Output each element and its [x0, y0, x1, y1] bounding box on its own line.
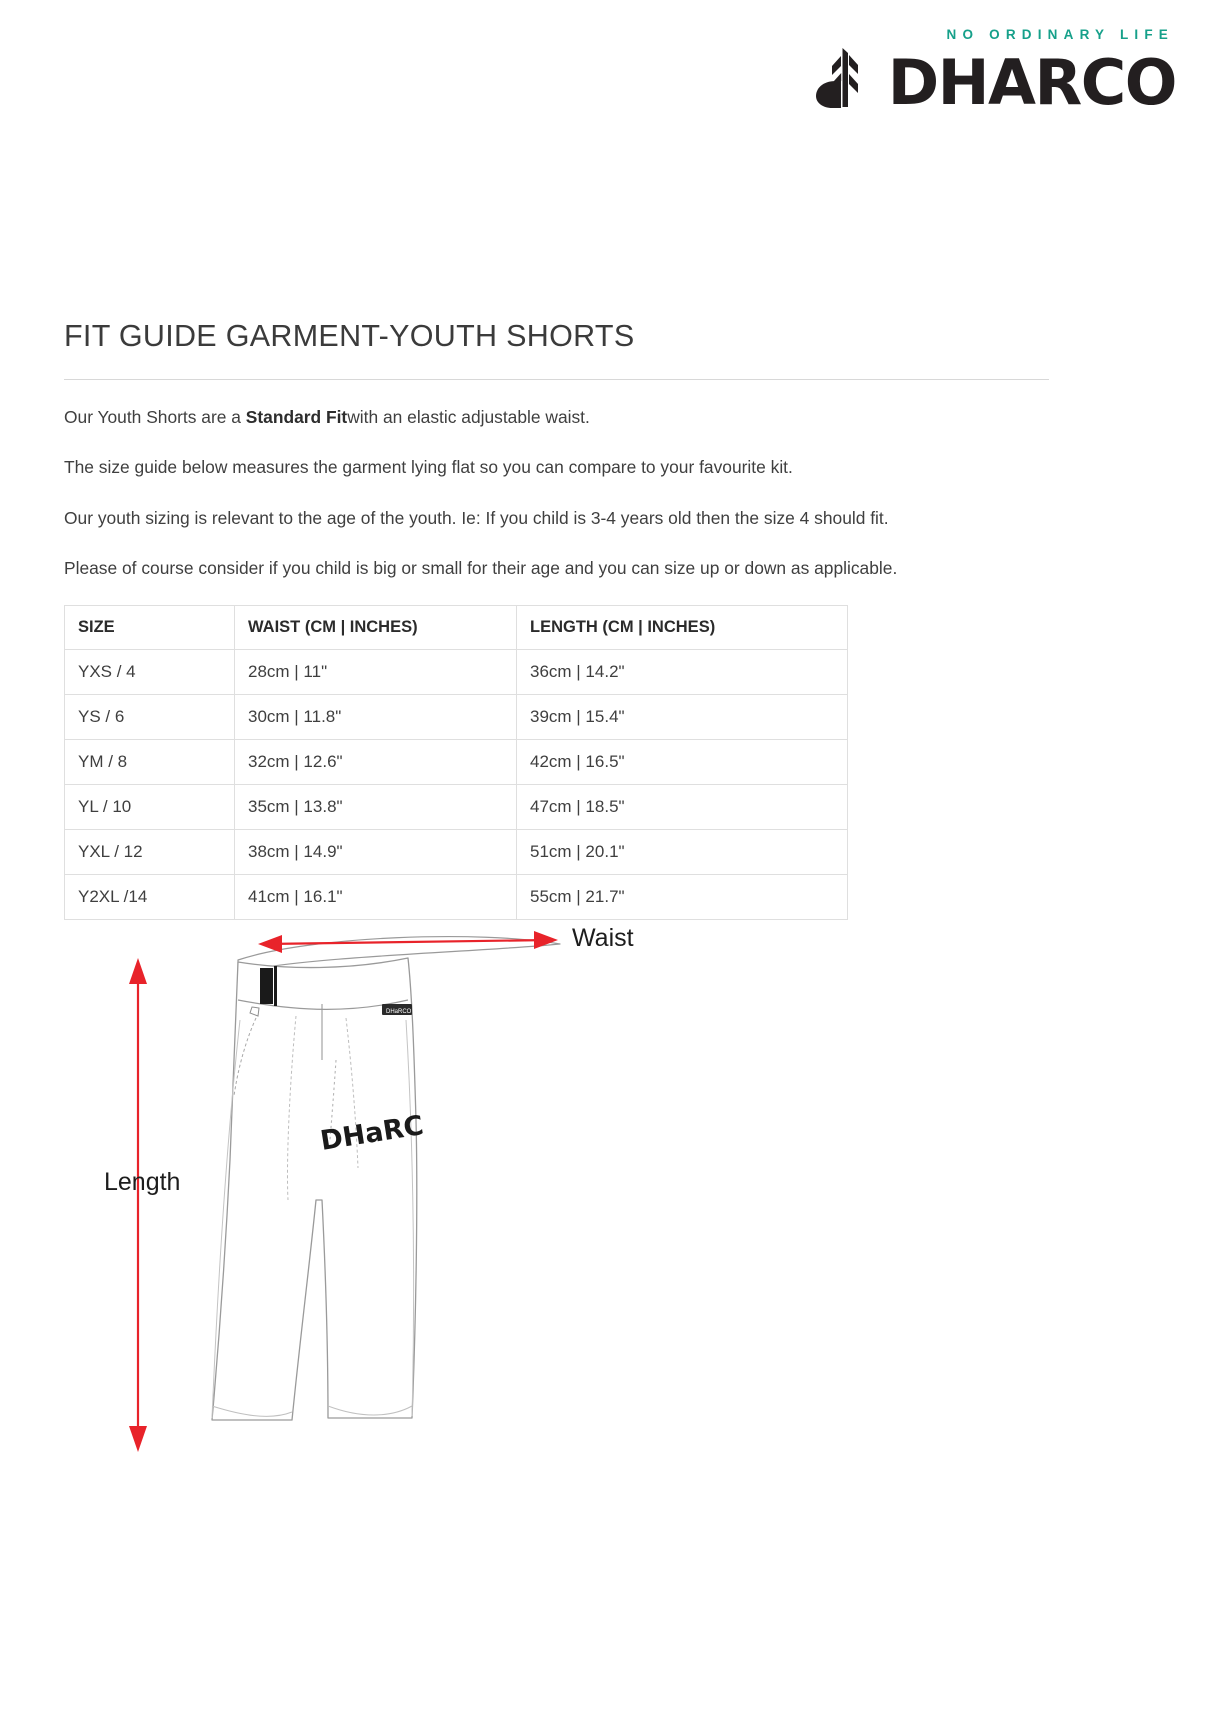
intro-paragraph-fit	[64, 406, 1049, 429]
cell-waist: 30cm | 11.8"	[235, 694, 517, 739]
cell-size: YXL / 12	[65, 829, 235, 874]
length-label: Length	[104, 1168, 181, 1196]
cell-length: 36cm | 14.2"	[517, 649, 848, 694]
brand-tagline: NO ORDINARY LIFE	[946, 27, 1174, 42]
column-header-size: SIZE	[65, 605, 235, 649]
intro-text-before: Our Youth Shorts are a	[64, 406, 246, 427]
cell-waist: 28cm | 11"	[235, 649, 517, 694]
paragraph-youth-sizing: Our youth sizing is relevant to the age of the youth. Ie: If you child is 3-4 years old then the size 4 should fit.	[64, 507, 889, 528]
table-row	[65, 784, 848, 829]
table-row	[65, 694, 848, 739]
table-header-row	[65, 605, 848, 649]
cell-length: 47cm | 18.5"	[517, 784, 848, 829]
shorts-measurement-diagram	[60, 900, 1060, 1520]
table-row	[65, 829, 848, 874]
cell-size: Y2XL /14	[65, 874, 235, 919]
paragraph-measurement-note: The size guide below measures the garment lying flat so you can compare to your favourite kit.	[64, 457, 793, 478]
waist-label: Waist	[572, 924, 634, 952]
cell-size: YXS / 4	[65, 649, 235, 694]
size-chart-table	[64, 605, 848, 920]
svg-text:DHaRC: DHaRC	[318, 1110, 426, 1157]
cell-waist: 41cm | 16.1"	[235, 874, 517, 919]
standard-fit-emphasis: Standard Fit	[245, 406, 348, 427]
cell-waist: 32cm | 12.6"	[235, 739, 517, 784]
cell-size: YM / 8	[65, 739, 235, 784]
cell-size: YS / 6	[65, 694, 235, 739]
length-dimension-arrow	[129, 958, 147, 1452]
table-row	[65, 739, 848, 784]
title-divider	[64, 379, 1049, 380]
cell-size: YL / 10	[65, 784, 235, 829]
cell-waist: 35cm | 13.8"	[235, 784, 517, 829]
shorts-technical-drawing	[60, 900, 1060, 1520]
intro-text-after: with an elastic adjustable waist.	[347, 406, 590, 427]
column-header-waist: WAIST (CM | INCHES)	[235, 605, 517, 649]
brand-wordmark: DHARCO	[887, 45, 1176, 119]
paragraph-size-advice: Please of course consider if you child is big or small for their age and you can size up or down as applicable.	[64, 558, 898, 579]
dharco-feather-mark-icon	[812, 47, 878, 109]
brand-logo	[812, 45, 1176, 119]
cell-length: 51cm | 20.1"	[517, 829, 848, 874]
page-title: FIT GUIDE GARMENT-YOUTH SHORTS	[64, 319, 635, 353]
svg-text:DHaRCO: DHaRCO	[386, 1009, 412, 1015]
brand-header	[846, 28, 1176, 120]
cell-length: 55cm | 21.7"	[517, 874, 848, 919]
table-row	[65, 649, 848, 694]
cell-length: 42cm | 16.5"	[517, 739, 848, 784]
column-header-length: LENGTH (CM | INCHES)	[517, 605, 848, 649]
document-body	[64, 318, 1049, 920]
cell-length: 39cm | 15.4"	[517, 694, 848, 739]
cell-waist: 38cm | 14.9"	[235, 829, 517, 874]
